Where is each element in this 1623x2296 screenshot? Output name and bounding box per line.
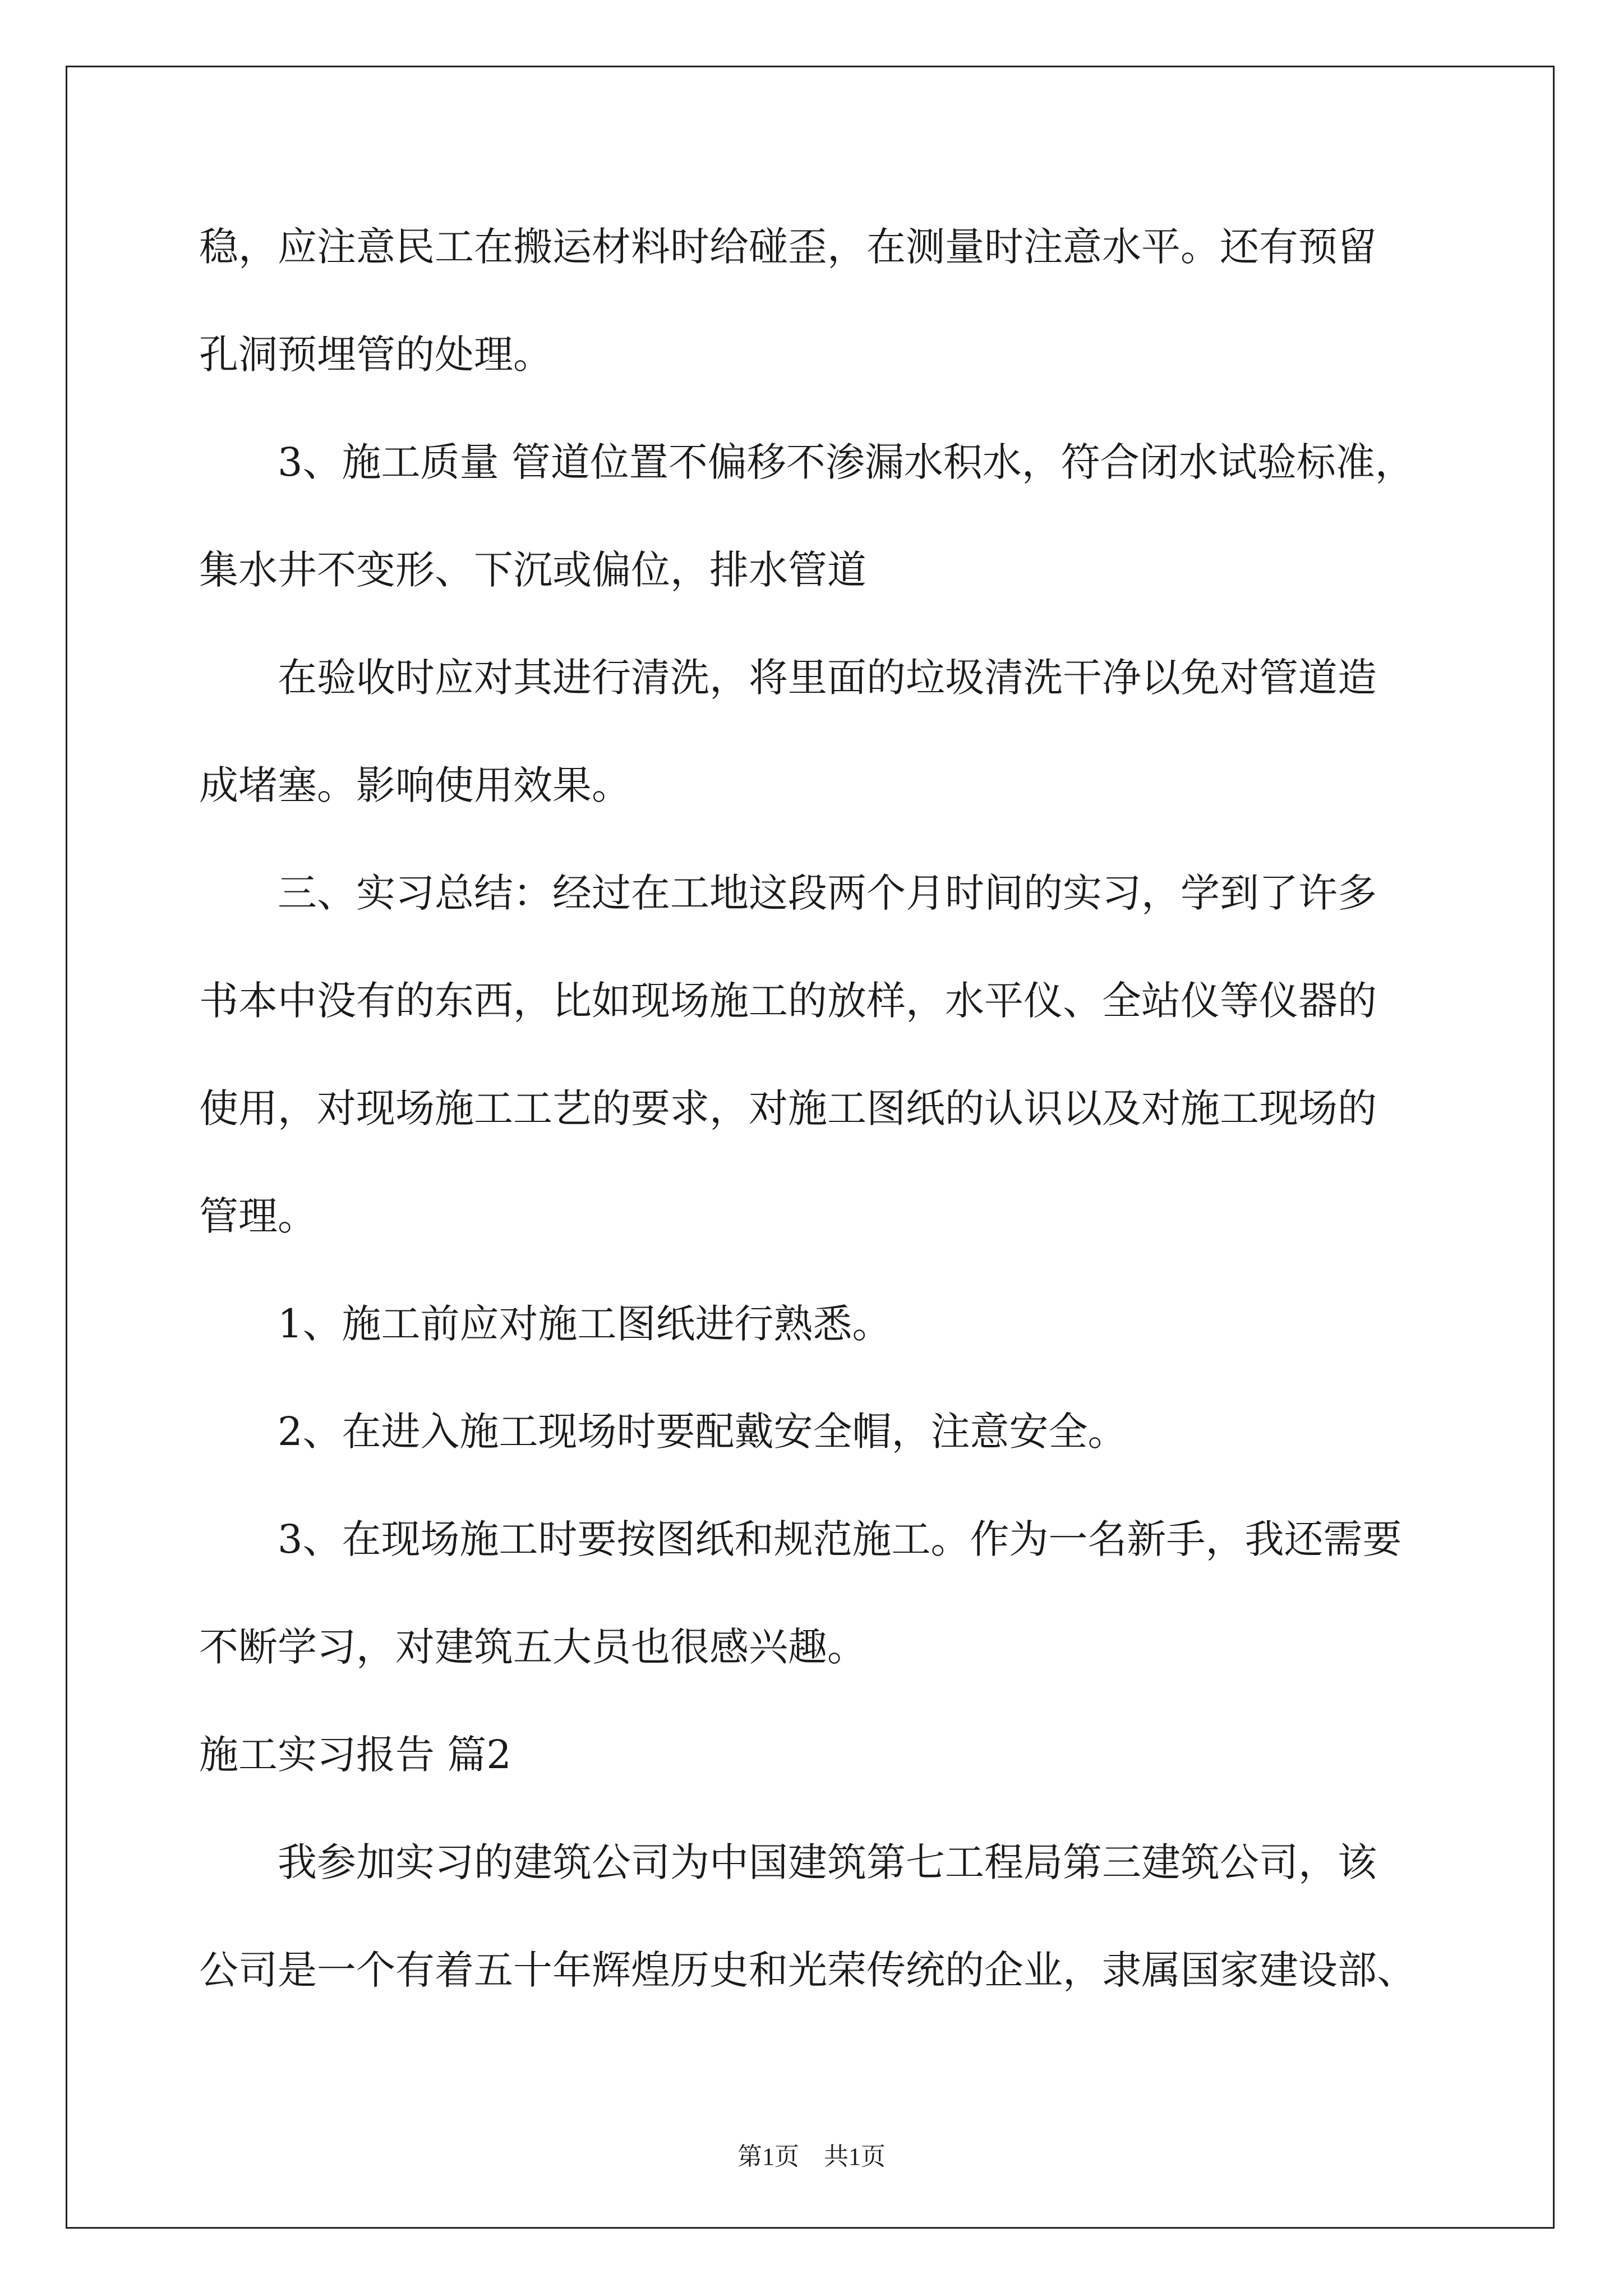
page-border bbox=[66, 66, 1555, 2229]
text-line: 1、施工前应对施工图纸进行熟悉。 bbox=[278, 1301, 892, 1347]
text-line: 三、实习总结：经过在工地这段两个月时间的实习，学到了许多 bbox=[278, 870, 1377, 916]
section-heading: 施工实习报告 篇2 bbox=[199, 1732, 511, 1778]
text-line: 公司是一个有着五十年辉煌历史和光荣传统的企业，隶属国家建设部、 bbox=[199, 1947, 1416, 1993]
text-line: 稳，应注意民工在搬运材料时给碰歪，在测量时注意水平。还有预留 bbox=[199, 224, 1377, 270]
text-line: 集水井不变形、下沉或偏位，排水管道 bbox=[199, 547, 866, 593]
text-line: 3、在现场施工时要按图纸和规范施工。作为一名新手，我还需要 bbox=[278, 1516, 1402, 1562]
text-line: 我参加实习的建筑公司为中国建筑第七工程局第三建筑公司，该 bbox=[278, 1839, 1377, 1885]
text-line: 成堵塞。影响使用效果。 bbox=[199, 762, 631, 808]
text-line: 在验收时应对其进行清洗，将里面的垃圾清洗干净以免对管道造 bbox=[278, 655, 1377, 701]
text-line: 书本中没有的东西，比如现场施工的放样，水平仪、全站仪等仪器的 bbox=[199, 978, 1377, 1024]
page-number: 第1页 共1页 bbox=[737, 2143, 886, 2170]
text-line: 管理。 bbox=[199, 1193, 317, 1239]
text-line: 2、在进入施工现场时要配戴安全帽，注意安全。 bbox=[278, 1409, 1127, 1455]
text-line: 使用，对现场施工工艺的要求，对施工图纸的认识以及对施工现场的 bbox=[199, 1085, 1377, 1131]
text-line: 不断学习，对建筑五大员也很感兴趣。 bbox=[199, 1624, 866, 1670]
text-line: 孔洞预埋管的处理。 bbox=[199, 332, 552, 378]
text-line: 3、施工质量 管道位置不偏移不渗漏水积水，符合闭水试验标准， bbox=[278, 439, 1414, 485]
